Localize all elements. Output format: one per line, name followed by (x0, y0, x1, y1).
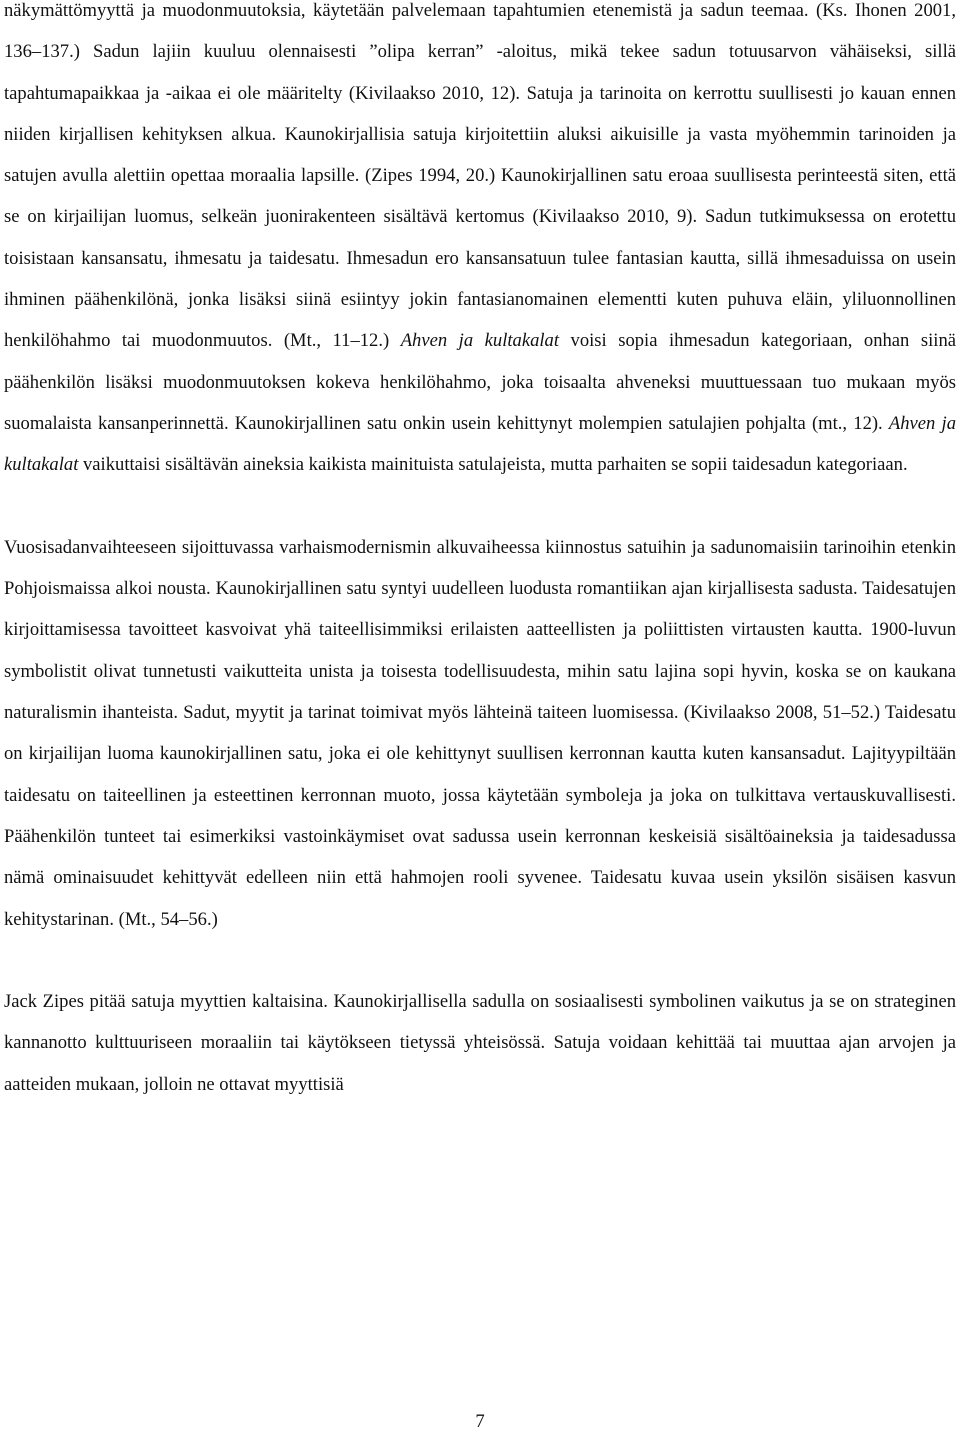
page-number: 7 (475, 1411, 485, 1432)
text-run: Vuosisadanvaihteeseen sijoittuvassa varhaismodernismin alkuvaiheessa kiinnostus satuihin ja sadunomaisiin tarinoihin etenkin Pohjoismaissa alkoi nousta. Kaunokirjallinen satu syntyi uudelleen luodusta romantiikan ajan kirjallisesta sadusta. Taidesatujen kirjoittamisessa tavoitteet kasvoivat yhä taiteellisimmiksi erilaisten aatteellisten ja poliittisten virtausten kautta. 1900-luvun symbolistit olivat tunnetusti vaikutteita unista ja toisesta todellisuudesta, mihin satu lajina sopi hyvin, koska se on kaukana naturalismin ihanteista. Sadut, myytit ja tarinat toimivat myös lähteinä taiteen luomisessa. (Kivilaakso 2008, 51–52.) Taidesatu on kirjailijan luoma kaunokirjallinen satu, joka ei ole kehittynyt suullisen kerronnan kautta kuten kansansadut. Lajityypiltään taidesatu on taiteellinen ja esteettinen kerronnan muoto, jossa käytetään symboleja ja joka on tulkittava vertauskuvallisesti. Päähenkilön tunteet tai esimerkiksi vastoinkäymiset ovat sadussa usein kerronnan keskeisiä sisältöaineksia ja taidesadussa nämä ominaisuudet kehittyvät edelleen niin että hahmojen rooli syvenee. Taidesatu kuvaa usein yksilön sisäisen kasvun kehitystarinan. (Mt., 54–56.) (4, 536, 956, 930)
body-text (4, 0, 956, 1105)
text-run: Jack Zipes pitää satuja myyttien kaltaisina. Kaunokirjallisella sadulla on sosiaalisesti symbolinen vaikutus ja se on strateginen kannanotto kulttuuriseen moraaliin tai käytökseen tietyssä yhteisössä. Satuja voidaan kehittää tai muuttaa ajan arvojen ja aatteiden mukaan, jolloin ne ottavat myyttisiä (4, 991, 956, 1095)
document-page (4, 0, 956, 1105)
paragraph-3 (4, 981, 956, 1105)
italic-title: Ahven ja kultakalat (4, 412, 956, 476)
italic-title: Ahven ja kultakalat (400, 330, 560, 352)
paragraph-2 (4, 527, 956, 940)
text-run: voisi sopia ihmesadun kategoriaan, onhan siinä päähenkilön lisäksi muodonmuutoksen kokeva henkilöhahmo, joka toisaalta ahveneksi muuttuessaan tuo mukaan myös suomalaista kansanperinnettä. Kaunokirjallinen satu onkin usein kehittynyt molempien satulajien pohjalta (mt., 12). (4, 330, 956, 434)
text-run: näkymättömyyttä ja muodonmuutoksia, käytetään palvelemaan tapahtumien etenemistä ja sadun teemaa. (Ks. Ihonen 2001, 136–137.) Sadun lajiin kuuluu olennaisesti ”olipa kerran” -aloitus, mikä tekee sadun totuusarvon vähäiseksi, sillä tapahtumapaikkaa ja -aikaa ei ole määritelty (Kivilaakso 2010, 12). Satuja ja tarinoita on kerrottu suullisesti jo kauan ennen niiden kirjallisen kehityksen alkua. Kaunokirjallisia satuja kirjoitettiin aluksi aikuisille ja vasta myöhemmin tarinoiden ja satujen avulla alettiin opettaa moraalia lapsille. (Zipes 1994, 20.) Kaunokirjallinen satu eroaa suullisesta perinteestä siten, että se on kirjailijan luomus, selkeän juonirakenteen sisältävä kertomus (Kivilaakso 2010, 9). Sadun tutkimuksessa on erotettu toisistaan kansansatu, ihmesatu ja taidesatu. Ihmesadun ero kansansatuun tulee fantasian kautta, sillä ihmesaduissa on usein ihminen päähenkilönä, jonka lisäksi siinä esiintyy jokin fantasianomainen elementti kuten puhuva eläin, yliluonnollinen henkilöhahmo tai muodonmuutos. (Mt., 11–12.) (4, 0, 956, 352)
text-run: vaikuttaisi sisältävän aineksia kaikista mainituista satulajeista, mutta parhaiten se sopii taidesadun kategoriaan. (78, 454, 908, 476)
paragraph-1 (4, 0, 956, 486)
